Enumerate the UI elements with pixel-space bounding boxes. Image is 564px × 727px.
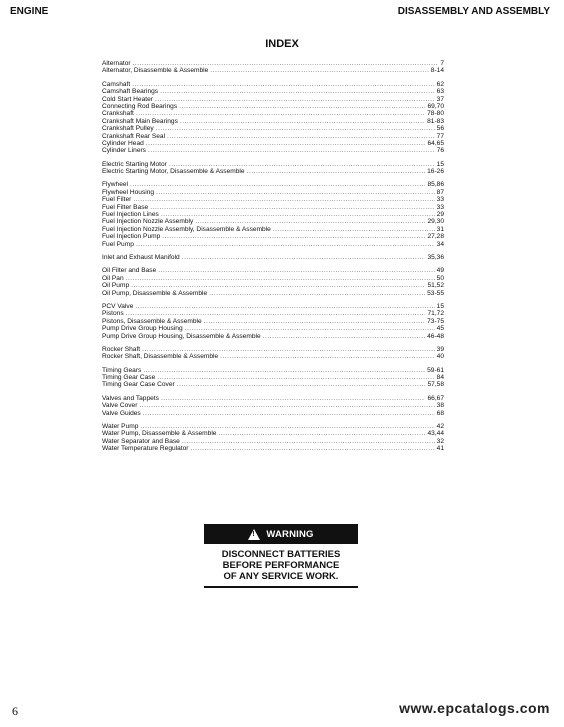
index-entry-page: 46-48 bbox=[427, 332, 444, 340]
index-entry-page: 15 bbox=[436, 160, 444, 168]
index-entry bbox=[102, 110, 444, 117]
dot-leader bbox=[156, 125, 435, 132]
exclamation-triangle-icon: ! bbox=[248, 529, 260, 540]
warning-label: WARNING bbox=[266, 528, 314, 540]
index-entry-page: 69,70 bbox=[427, 102, 444, 110]
dot-leader bbox=[191, 445, 435, 452]
index-entry-page: 31 bbox=[436, 225, 444, 233]
index-entry-page: 66,67 bbox=[427, 394, 444, 402]
dot-leader bbox=[160, 88, 435, 95]
index-entry-page: 7 bbox=[440, 60, 444, 67]
page-title: INDEX bbox=[265, 38, 299, 50]
index-entry-page: 43,44 bbox=[427, 430, 444, 438]
warning-message bbox=[204, 544, 358, 586]
dot-leader bbox=[195, 218, 425, 225]
index-entry-page: 76 bbox=[436, 147, 444, 155]
index-entry-page: 49 bbox=[436, 267, 444, 275]
index-entry bbox=[102, 189, 444, 196]
index-entry bbox=[102, 125, 444, 132]
index-entry-page: 62 bbox=[436, 80, 444, 88]
index-entry-page: 51,52 bbox=[427, 282, 444, 290]
index-entry-page: 38 bbox=[436, 402, 444, 410]
index-entry-page: 56 bbox=[436, 125, 444, 133]
index-entry-name: Fuel Injection Pump bbox=[102, 233, 161, 241]
index-entry-name: Crankshaft Main Bearings bbox=[102, 117, 178, 125]
index-entry-page: 81-83 bbox=[427, 117, 444, 125]
index-entry-name: Alternator, Disassemble & Assemble bbox=[102, 67, 209, 75]
index-entry-name: Pistons bbox=[102, 310, 124, 318]
index-entry-page: 64,65 bbox=[427, 139, 444, 147]
dot-leader bbox=[126, 310, 426, 317]
footer-watermark-url: www.epcatalogs.com bbox=[399, 700, 550, 716]
index-entry-page: 39 bbox=[436, 345, 444, 353]
index-entry-page: 42 bbox=[436, 423, 444, 431]
index-entry-page: 40 bbox=[436, 353, 444, 361]
index-entry-name: Camshaft Bearings bbox=[102, 88, 159, 96]
warning-line: OF ANY SERVICE WORK. bbox=[223, 571, 339, 582]
index-entry-name: Cold Start Heater bbox=[102, 95, 153, 103]
dot-leader bbox=[177, 381, 426, 388]
index-entry bbox=[102, 88, 444, 95]
index-entry-page: 29,30 bbox=[427, 218, 444, 226]
dot-leader bbox=[161, 211, 435, 218]
index-entry-name: Electric Starting Motor, Disassemble & Assemble bbox=[102, 168, 245, 176]
dot-leader bbox=[180, 118, 425, 125]
dot-leader bbox=[273, 226, 435, 233]
index-entry-page: 68 bbox=[436, 409, 444, 417]
index-entry-name: Fuel Injection Nozzle Assembly bbox=[102, 218, 194, 226]
index-entry bbox=[102, 118, 444, 125]
dot-leader bbox=[179, 103, 425, 110]
index-group bbox=[102, 303, 444, 340]
index-group bbox=[102, 346, 444, 361]
index-entry-name: Valve Cover bbox=[102, 402, 138, 410]
dot-leader bbox=[136, 110, 425, 117]
index-entry-page: 78-80 bbox=[427, 110, 444, 118]
index-entry-page: 85,86 bbox=[427, 181, 444, 189]
index-entry-name: Crankshaft bbox=[102, 110, 134, 118]
index-entry bbox=[102, 161, 444, 168]
index-entry bbox=[102, 204, 444, 211]
index-entry-name: Water Pump bbox=[102, 423, 139, 431]
dot-leader bbox=[247, 168, 426, 175]
index-entry bbox=[102, 233, 444, 240]
index-entry bbox=[102, 430, 444, 437]
dot-leader bbox=[135, 303, 434, 310]
index-entry-page: 53-55 bbox=[427, 289, 444, 297]
dot-leader bbox=[130, 181, 425, 188]
index-entry-name: Water Separator and Base bbox=[102, 437, 180, 445]
dot-leader bbox=[142, 346, 435, 353]
header-section-title: ENGINE bbox=[10, 6, 49, 17]
index-entry bbox=[102, 395, 444, 402]
index-entry bbox=[102, 325, 444, 332]
index-entry bbox=[102, 254, 444, 261]
index-entry-name: Oil Filter and Base bbox=[102, 267, 157, 275]
index-entry-name: Oil Pan bbox=[102, 274, 124, 282]
header-chapter-title: DISASSEMBLY AND ASSEMBLY bbox=[397, 6, 550, 17]
index-entry-name: Cylinder Liners bbox=[102, 147, 146, 155]
dot-leader bbox=[139, 402, 434, 409]
index-entry-name: Timing Gear Case bbox=[102, 374, 156, 382]
index-entry bbox=[102, 181, 444, 188]
index-entry-name: Connecting Rod Bearings bbox=[102, 102, 178, 110]
index-entry-page: 33 bbox=[436, 203, 444, 211]
index-entry-name: Pistons, Disassemble & Assemble bbox=[102, 317, 202, 325]
dot-leader bbox=[132, 81, 434, 88]
dot-leader bbox=[218, 430, 425, 437]
dot-leader bbox=[150, 204, 434, 211]
warning-banner bbox=[204, 524, 358, 544]
index-entry-page: 29 bbox=[436, 211, 444, 219]
index-group bbox=[102, 423, 444, 453]
index-entry-name: Fuel Injection Lines bbox=[102, 211, 159, 219]
index-entry bbox=[102, 67, 444, 74]
dot-leader bbox=[204, 318, 425, 325]
index-entry-page: 84 bbox=[436, 374, 444, 382]
index-entry-page: 37 bbox=[436, 95, 444, 103]
index-entry bbox=[102, 211, 444, 218]
index-entry bbox=[102, 226, 444, 233]
index-entry-name: Timing Gear Case Cover bbox=[102, 381, 175, 389]
index-entry-name: Oil Pump bbox=[102, 282, 130, 290]
index-entry-page: 71,72 bbox=[427, 310, 444, 318]
index-entry-page: 8-14 bbox=[430, 67, 444, 75]
index-list bbox=[102, 60, 444, 459]
index-group bbox=[102, 254, 444, 261]
index-entry-name: Cylinder Head bbox=[102, 139, 144, 147]
index-entry bbox=[102, 96, 444, 103]
index-entry bbox=[102, 60, 444, 67]
index-entry-name: Inlet and Exhaust Manifold bbox=[102, 253, 180, 261]
index-entry bbox=[102, 346, 444, 353]
index-entry-name: Crankshaft Rear Seal bbox=[102, 132, 166, 140]
index-entry bbox=[102, 267, 444, 274]
dot-leader bbox=[182, 254, 426, 261]
index-entry bbox=[102, 310, 444, 317]
dot-leader bbox=[155, 96, 435, 103]
index-entry bbox=[102, 402, 444, 409]
warning-line: BEFORE PERFORMANCE bbox=[222, 560, 340, 571]
index-entry bbox=[102, 381, 444, 388]
index-entry-name: Pump Drive Group Housing bbox=[102, 325, 183, 333]
index-entry bbox=[102, 168, 444, 175]
index-entry-name: Pump Drive Group Housing, Disassemble & Assemble bbox=[102, 332, 261, 340]
index-entry-page: 45 bbox=[436, 325, 444, 333]
index-entry-page: 73-75 bbox=[427, 317, 444, 325]
index-entry bbox=[102, 140, 444, 147]
index-entry bbox=[102, 367, 444, 374]
index-entry-name: Fuel Filter Base bbox=[102, 203, 149, 211]
index-entry-page: 27,28 bbox=[427, 233, 444, 241]
index-entry bbox=[102, 445, 444, 452]
index-entry-name: Valve Guides bbox=[102, 409, 141, 417]
index-entry-page: 77 bbox=[436, 132, 444, 140]
index-entry-page: 16-26 bbox=[427, 168, 444, 176]
index-entry bbox=[102, 374, 444, 381]
index-entry-page: 32 bbox=[436, 437, 444, 445]
dot-leader bbox=[126, 275, 435, 282]
index-entry-page: 34 bbox=[436, 240, 444, 248]
index-entry-page: 41 bbox=[436, 445, 444, 453]
dot-leader bbox=[133, 60, 439, 67]
index-entry-name: Flywheel bbox=[102, 181, 129, 189]
index-entry bbox=[102, 133, 444, 140]
index-entry-name: Flywheel Housing bbox=[102, 188, 155, 196]
dot-leader bbox=[148, 147, 435, 154]
index-entry-name: Timing Gears bbox=[102, 366, 142, 374]
warning-rule bbox=[204, 586, 358, 588]
index-entry-name: Fuel Injection Nozzle Assembly, Disassemble & Assemble bbox=[102, 225, 271, 233]
index-entry bbox=[102, 318, 444, 325]
index-entry bbox=[102, 103, 444, 110]
index-group bbox=[102, 367, 444, 389]
dot-leader bbox=[263, 333, 425, 340]
index-entry-name: PCV Valve bbox=[102, 302, 134, 310]
index-group bbox=[102, 395, 444, 417]
index-entry-page: 50 bbox=[436, 274, 444, 282]
index-entry-name: Camshaft bbox=[102, 80, 131, 88]
index-entry-name: Crankshaft Pulley bbox=[102, 125, 154, 133]
index-entry-name: Alternator bbox=[102, 60, 131, 67]
dot-leader bbox=[133, 196, 434, 203]
dot-leader bbox=[167, 133, 435, 140]
index-entry-name: Valves and Tappets bbox=[102, 394, 159, 402]
index-entry bbox=[102, 275, 444, 282]
dot-leader bbox=[140, 423, 434, 430]
index-entry bbox=[102, 218, 444, 225]
index-entry-name: Water Pump, Disassemble & Assemble bbox=[102, 430, 217, 438]
index-group bbox=[102, 60, 444, 75]
index-group bbox=[102, 267, 444, 297]
index-entry bbox=[102, 353, 444, 360]
dot-leader bbox=[131, 282, 425, 289]
dot-leader bbox=[157, 374, 434, 381]
index-entry bbox=[102, 81, 444, 88]
index-entry-page: 87 bbox=[436, 188, 444, 196]
index-group bbox=[102, 161, 444, 176]
dot-leader bbox=[158, 267, 434, 274]
index-entry bbox=[102, 290, 444, 297]
index-entry-page: 57,58 bbox=[427, 381, 444, 389]
page-number: 6 bbox=[12, 704, 18, 718]
index-entry-page: 35,36 bbox=[427, 253, 444, 261]
dot-leader bbox=[210, 67, 429, 74]
index-entry-page: 63 bbox=[436, 88, 444, 96]
index-entry bbox=[102, 303, 444, 310]
index-entry bbox=[102, 423, 444, 430]
index-entry-name: Rocker Shaft, Disassemble & Assemble bbox=[102, 353, 219, 361]
dot-leader bbox=[162, 233, 425, 240]
index-entry bbox=[102, 241, 444, 248]
dot-leader bbox=[161, 395, 426, 402]
warning-line: DISCONNECT BATTERIES bbox=[221, 549, 341, 560]
dot-leader bbox=[209, 290, 425, 297]
dot-leader bbox=[143, 367, 425, 374]
dot-leader bbox=[182, 438, 435, 445]
index-entry-name: Electric Starting Motor bbox=[102, 160, 167, 168]
dot-leader bbox=[136, 241, 435, 248]
dot-leader bbox=[146, 140, 426, 147]
dot-leader bbox=[169, 161, 435, 168]
index-entry-page: 33 bbox=[436, 196, 444, 204]
index-entry-name: Fuel Pump bbox=[102, 240, 134, 248]
index-entry-name: Fuel Filter bbox=[102, 196, 132, 204]
dot-leader bbox=[185, 325, 435, 332]
dot-leader bbox=[220, 353, 434, 360]
index-group bbox=[102, 81, 444, 155]
index-entry bbox=[102, 282, 444, 289]
index-entry-name: Rocker Shaft bbox=[102, 345, 141, 353]
warning-box bbox=[204, 524, 358, 588]
index-entry-name: Oil Pump, Disassemble & Assemble bbox=[102, 289, 208, 297]
dot-leader bbox=[143, 410, 435, 417]
index-entry bbox=[102, 147, 444, 154]
index-entry-page: 15 bbox=[436, 302, 444, 310]
index-group bbox=[102, 181, 444, 248]
index-entry bbox=[102, 410, 444, 417]
index-entry-page: 59-61 bbox=[427, 366, 444, 374]
index-entry-name: Water Temperature Regulator bbox=[102, 445, 189, 453]
index-entry bbox=[102, 333, 444, 340]
index-entry bbox=[102, 196, 444, 203]
index-entry bbox=[102, 438, 444, 445]
dot-leader bbox=[156, 189, 435, 196]
